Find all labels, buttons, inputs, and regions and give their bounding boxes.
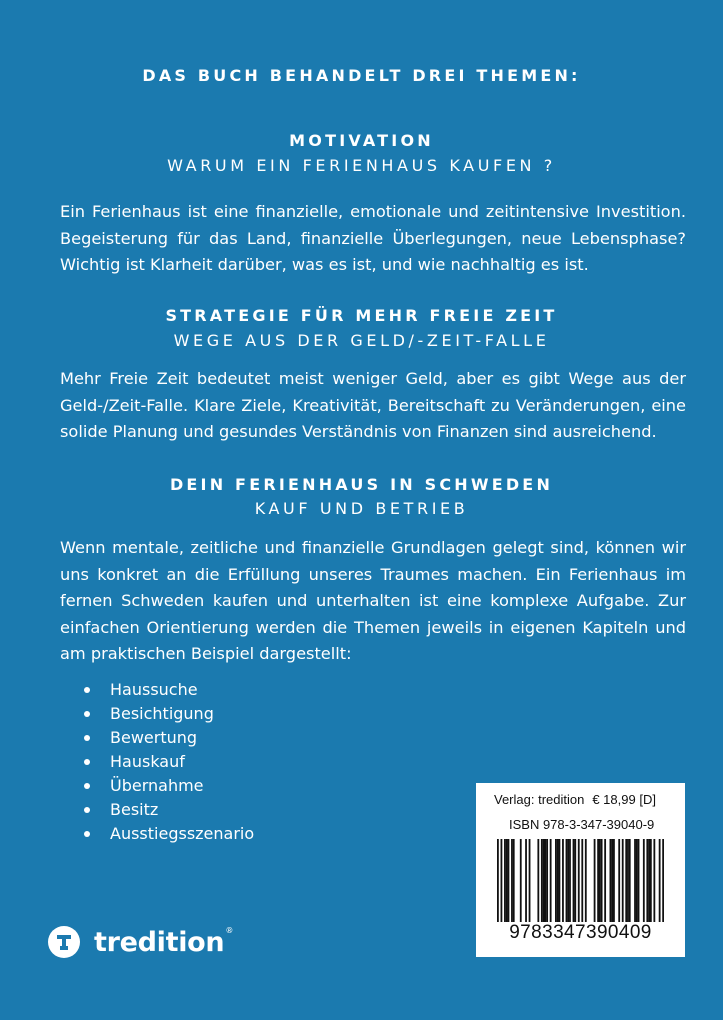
price-label: € 18,99 [D] [592,792,656,807]
registered-mark: ® [225,925,234,935]
section-subtitle-strategie: WEGE AUS DER GELD/-ZEIT-FALLE [173,331,550,350]
section-text-strategie: Mehr Freie Zeit bedeutet meist weniger Geld, aber es gibt Wege aus der Geld-/Zeit-Falle. Klare Ziele, Kreativität, Bereitschaft zu Veränderungen, eine solide Planung und gesundes Verständnis von Finanzen sind ausreichend. [60,369,686,441]
section-subtitle-motivation: WARUM EIN FERIENHAUS KAUFEN ? [167,156,556,175]
section-title-strategie: STRATEGIE FÜR MEHR FREIE ZEIT [165,306,558,325]
list-item: Ausstiegsszenario [84,822,254,846]
list-item: Übernahme [84,774,254,798]
publisher-price-line [494,792,656,807]
bullet-icon [84,687,90,693]
list-item: Hauskauf [84,750,254,774]
section-title-motivation: MOTIVATION [289,131,434,150]
list-item: Besitz [84,798,254,822]
section-text-motivation: Ein Ferienhaus ist eine finanzielle, emotionale und zeitintensive Investition. Begeisterung für das Land, finanzielle Überlegungen, neue Lebensphase? Wichtig ist Klarheit darüber, was es ist, und wie nachhaltig es ist. [60,202,686,274]
logo-wordmark: tredition [94,926,225,958]
bullet-icon [84,759,90,765]
section-subtitle-schweden: KAUF UND BETRIEB [254,499,469,518]
section-title-schweden: DEIN FERIENHAUS IN SCHWEDEN [169,475,554,494]
bullet-icon [84,831,90,837]
bullet-icon [84,783,90,789]
bullet-icon [84,807,90,813]
barcode-box [476,783,685,957]
section-text-schweden: Wenn mentale, zeitliche und finanzielle Grundlagen gelegt sind, können wir uns konkret an die Erfüllung unseres Traumes machen. Ein Ferienhaus im fernen Schweden kaufen und unterhalten ist eine komplexe Aufgabe. Zur einfachen Orientierung werden die Themen jeweils in eigenen Kapiteln und am praktischen Beispiel dargestellt: [60,538,686,663]
list-item: Bewertung [84,726,254,750]
topic-list [84,678,254,846]
list-item: Haussuche [84,678,254,702]
list-item: Besichtigung [84,702,254,726]
bullet-icon [84,711,90,717]
tredition-logo-icon [48,926,80,958]
intro-heading: DAS BUCH BEHANDELT DREI THEMEN: [142,66,581,85]
publisher-logo [48,926,233,958]
isbn-label: ISBN 978-3-347-39040-9 [509,817,655,832]
bullet-icon [84,735,90,741]
publisher-label: Verlag: tredition [494,792,585,807]
barcode-icon [497,839,664,922]
barcode-digits: 9783347390409 [509,922,652,943]
